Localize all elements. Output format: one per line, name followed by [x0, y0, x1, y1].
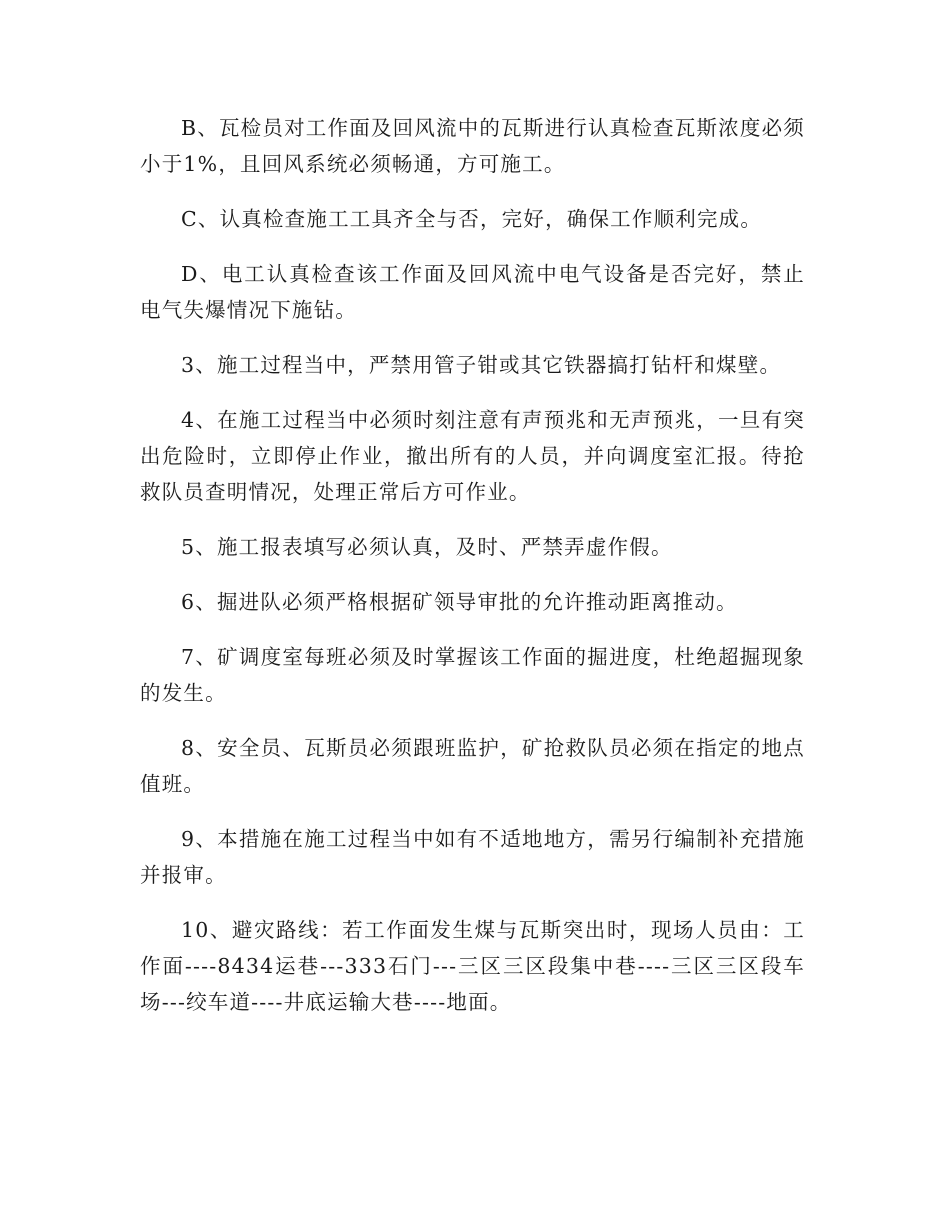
- paragraph-item-b: B、瓦检员对工作面及回风流中的瓦斯进行认真检查瓦斯浓度必须小于1%，且回风系统必须畅通，方可施工。: [140, 116, 805, 176]
- paragraph-4: 4、在施工过程当中必须时刻注意有声预兆和无声预兆，一旦有突出危险时，立即停止作业，撤出所有的人员，并向调度室汇报。待抢救队员查明情况，处理正常后方可作业。: [140, 408, 805, 504]
- paragraph-item-c: C、认真检查施工工具齐全与否，完好，确保工作顺利完成。: [181, 207, 763, 231]
- document-body: [140, 110, 805, 1039]
- paragraph-item-d: D、电工认真检查该工作面及回风流中电气设备是否完好，禁止电气失爆情况下施钻。: [140, 262, 805, 322]
- paragraph-10-escape-route: 10、避灾路线：若工作面发生煤与瓦斯突出时，现场人员由：工作面----8434运巷---333石门---三区三区段集中巷----三区三区段车场---绞车道----井底运输大巷----地面。: [140, 918, 805, 1014]
- paragraph-7: 7、矿调度室每班必须及时掌握该工作面的掘进度，杜绝超掘现象的发生。: [140, 645, 805, 705]
- paragraph-6: 6、掘进队必须严格根据矿领导审批的允许推动距离推动。: [181, 590, 738, 614]
- paragraph-3: 3、施工过程当中，严禁用管子钳或其它铁器搞打钻杆和煤壁。: [181, 353, 782, 377]
- paragraph-9: 9、本措施在施工过程当中如有不适地地方，需另行编制补充措施并报审。: [140, 827, 805, 887]
- paragraph-5: 5、施工报表填写必须认真，及时、严禁弄虚作假。: [181, 535, 673, 559]
- paragraph-8: 8、安全员、瓦斯员必须跟班监护，矿抢救队员必须在指定的地点值班。: [140, 736, 805, 796]
